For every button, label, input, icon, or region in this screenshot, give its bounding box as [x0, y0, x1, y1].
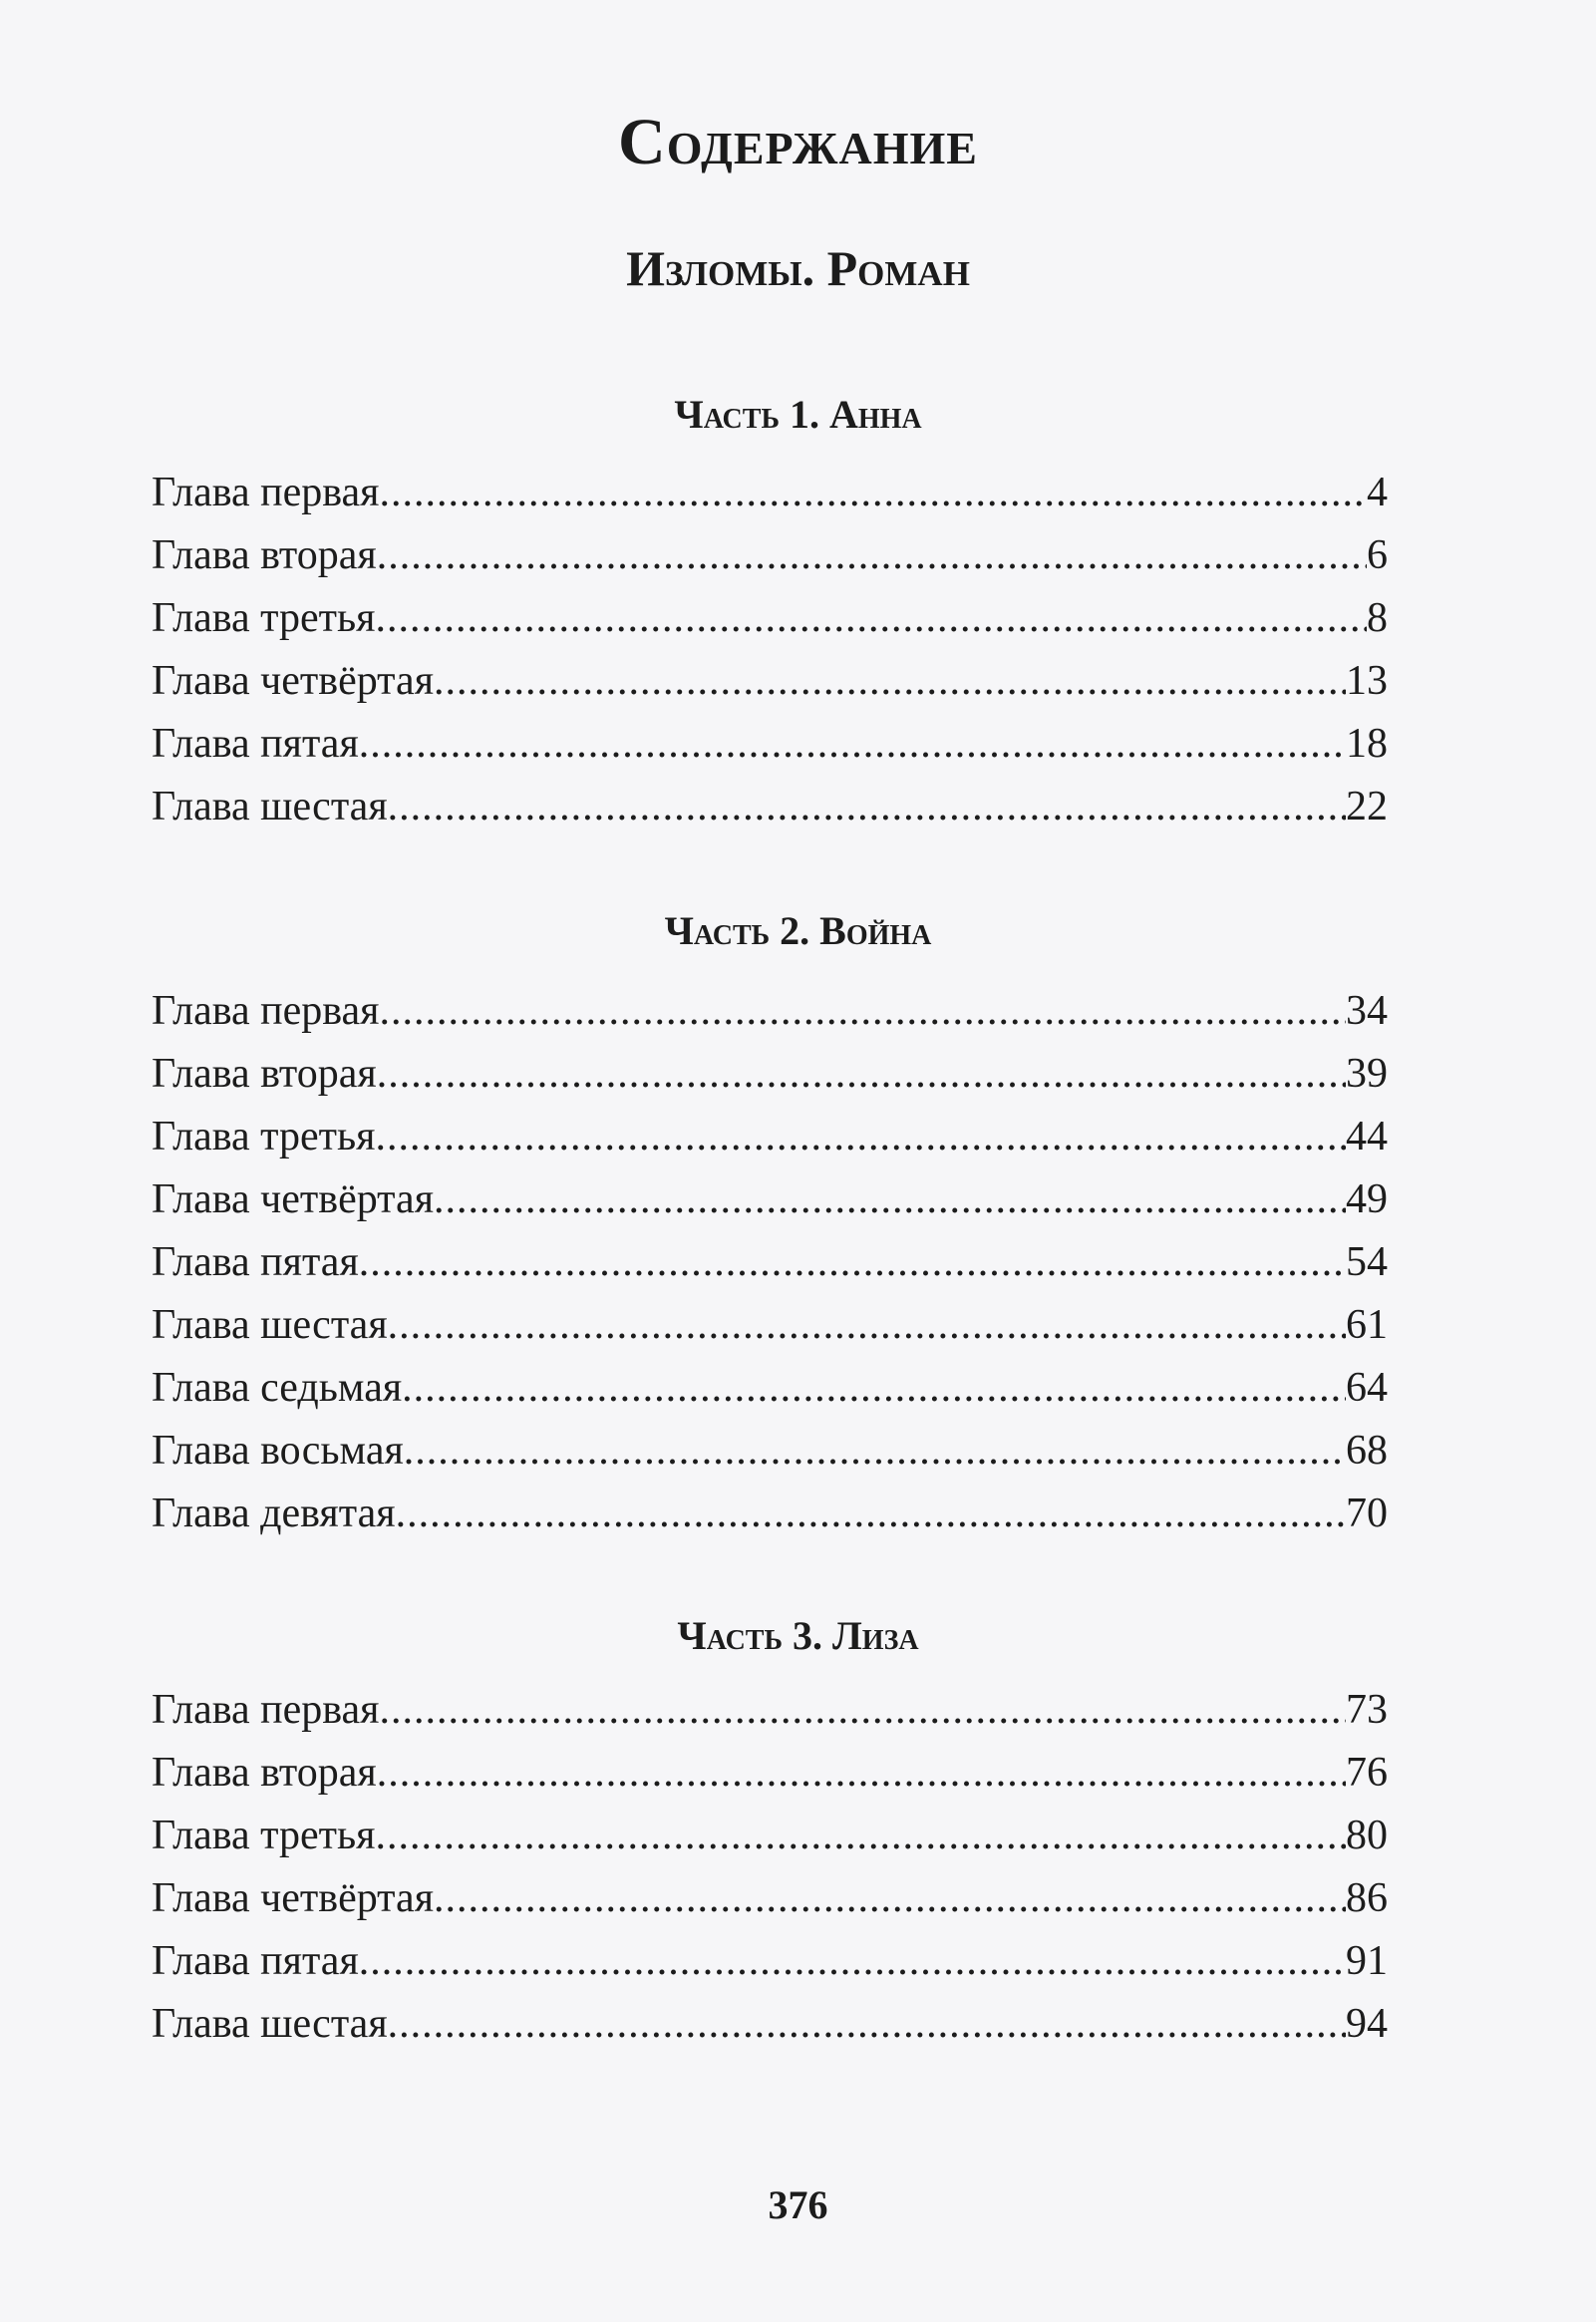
toc-entry	[152, 1420, 1388, 1483]
chapter-title: Глава вторая	[152, 532, 377, 578]
chapter-title: Глава третья	[152, 595, 376, 641]
toc-entry	[152, 650, 1388, 713]
chapter-title: Глава пятая	[152, 721, 359, 767]
part-heading: Часть 2. Война	[664, 908, 932, 953]
chapter-title: Глава вторая	[152, 1051, 377, 1097]
dot-leader	[434, 1168, 1346, 1231]
chapter-title: Глава четвёртая	[152, 658, 435, 704]
chapter-page: 76	[1346, 1750, 1388, 1796]
chapter-page: 44	[1346, 1114, 1388, 1160]
page-number: 376	[768, 2182, 828, 2227]
chapter-title: Глава первая	[152, 1687, 380, 1733]
toc-entry	[152, 1168, 1388, 1231]
toc-entry	[152, 587, 1388, 650]
dot-leader	[388, 1294, 1346, 1357]
page-title: Содержание	[618, 106, 978, 178]
chapter-page: 54	[1346, 1239, 1388, 1285]
toc-entry	[152, 776, 1388, 838]
chapter-page: 4	[1367, 470, 1388, 515]
dot-leader	[380, 462, 1368, 524]
chapter-title: Глава шестая	[152, 2001, 388, 2047]
chapter-title: Глава шестая	[152, 1302, 388, 1348]
chapter-page: 22	[1346, 784, 1388, 829]
chapter-page: 49	[1346, 1176, 1388, 1222]
toc-entry	[152, 1357, 1388, 1420]
chapter-title: Глава третья	[152, 1114, 376, 1160]
chapter-title: Глава пятая	[152, 1938, 359, 1984]
chapter-page: 70	[1346, 1491, 1388, 1536]
dot-leader	[359, 1231, 1346, 1294]
toc-part-1	[152, 462, 1388, 838]
chapter-title: Глава восьмая	[152, 1428, 404, 1474]
dot-leader	[377, 524, 1367, 587]
toc-entry	[152, 1294, 1388, 1357]
toc-entry	[152, 462, 1388, 524]
dot-leader	[388, 776, 1346, 838]
dot-leader	[375, 587, 1367, 650]
chapter-title: Глава первая	[152, 470, 380, 515]
toc-entry	[152, 980, 1388, 1043]
chapter-title: Глава вторая	[152, 1750, 377, 1796]
toc-entry	[152, 524, 1388, 587]
chapter-title: Глава первая	[152, 988, 380, 1034]
chapter-page: 91	[1346, 1938, 1388, 1984]
chapter-page: 73	[1346, 1687, 1388, 1733]
toc-entry	[152, 1679, 1388, 1742]
toc-entry	[152, 713, 1388, 776]
dot-leader	[377, 1043, 1346, 1106]
dot-leader	[388, 1993, 1346, 2056]
dot-leader	[380, 980, 1347, 1043]
chapter-title: Глава четвёртая	[152, 1875, 435, 1921]
toc-entry	[152, 1930, 1388, 1993]
dot-leader	[377, 1742, 1346, 1805]
dot-leader	[402, 1357, 1346, 1420]
dot-leader	[359, 713, 1346, 776]
part-heading: Часть 1. Анна	[674, 392, 922, 437]
chapter-title: Глава третья	[152, 1813, 376, 1858]
chapter-title: Глава пятая	[152, 1239, 359, 1285]
chapter-page: 13	[1346, 658, 1388, 704]
toc-entry	[152, 1231, 1388, 1294]
chapter-page: 6	[1367, 532, 1388, 578]
dot-leader	[380, 1679, 1347, 1742]
chapter-page: 80	[1346, 1813, 1388, 1858]
chapter-page: 86	[1346, 1875, 1388, 1921]
chapter-title: Глава седьмая	[152, 1365, 403, 1411]
toc-entry	[152, 1993, 1388, 2056]
chapter-title: Глава шестая	[152, 784, 388, 829]
chapter-title: Глава четвёртая	[152, 1176, 435, 1222]
chapter-page: 39	[1346, 1051, 1388, 1097]
toc-part-2	[152, 980, 1388, 1545]
chapter-page: 94	[1346, 2001, 1388, 2047]
toc-entry	[152, 1483, 1388, 1545]
book-subtitle: Изломы. Роман	[626, 240, 970, 296]
dot-leader	[375, 1106, 1346, 1168]
dot-leader	[434, 650, 1346, 713]
dot-leader	[434, 1867, 1346, 1930]
toc-part-3	[152, 1679, 1388, 2056]
dot-leader	[404, 1420, 1346, 1483]
dot-leader	[375, 1805, 1346, 1867]
chapter-title: Глава девятая	[152, 1491, 396, 1536]
part-heading: Часть 3. Лиза	[677, 1613, 919, 1658]
toc-entry	[152, 1106, 1388, 1168]
chapter-page: 34	[1346, 988, 1388, 1034]
chapter-page: 8	[1367, 595, 1388, 641]
toc-entry	[152, 1043, 1388, 1106]
toc-entry	[152, 1742, 1388, 1805]
chapter-page: 64	[1346, 1365, 1388, 1411]
chapter-page: 18	[1346, 721, 1388, 767]
chapter-page: 68	[1346, 1428, 1388, 1474]
dot-leader	[359, 1930, 1346, 1993]
dot-leader	[396, 1483, 1346, 1545]
toc-entry	[152, 1867, 1388, 1930]
toc-entry	[152, 1805, 1388, 1867]
chapter-page: 61	[1346, 1302, 1388, 1348]
